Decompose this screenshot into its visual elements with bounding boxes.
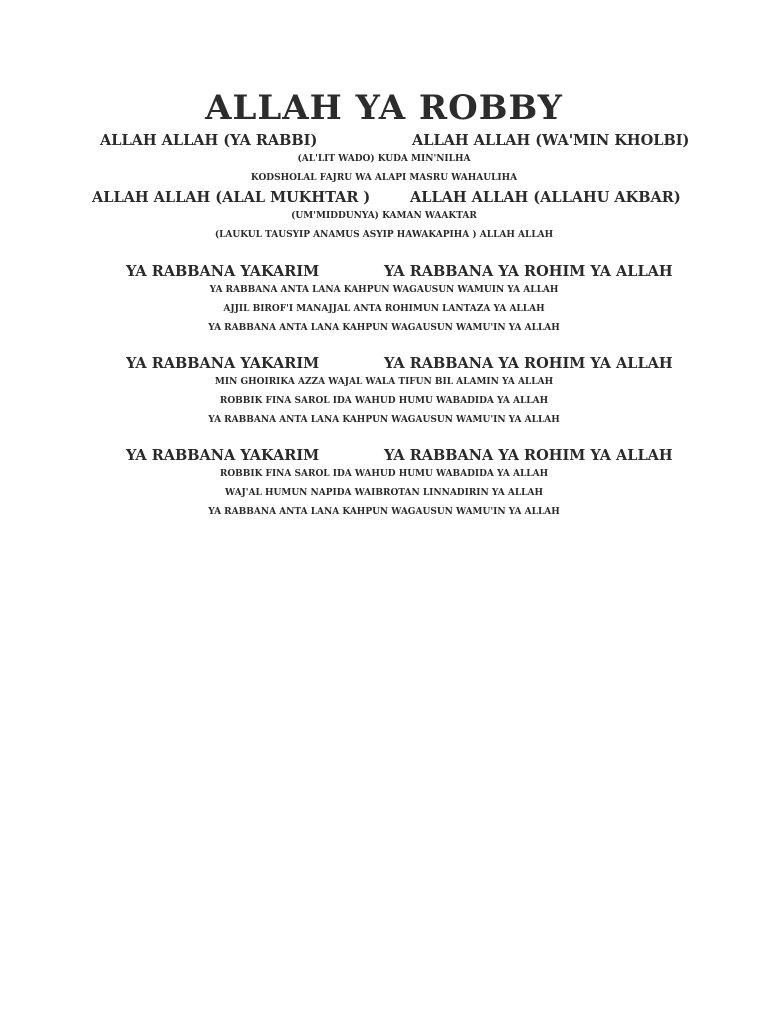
verse1-line-1: [0, 262, 768, 281]
verse1-line-3: AJJIL BIROF'I MANAJJAL ANTA ROHIMUN LANTAZA YA ALLAH: [223, 304, 545, 314]
verse2-line-4: YA RABBANA ANTA LANA KAHPUN WAGAUSUN WAMU'IN YA ALLAH: [208, 415, 560, 425]
intro-line-1-right: ALLAH ALLAH (WA'MIN KHOLBI): [412, 132, 690, 149]
intro-line-6: (LAUKUL TAUSYIP ANAMUS ASYIP HAWAKAPIHA ) ALLAH ALLAH: [214, 230, 554, 240]
intro-line-5: (UM'MIDDUNYA) KAMAN WAAKTAR: [291, 211, 477, 221]
verse3-line-4: YA RABBANA ANTA LANA KAHPUN WAGAUSUN WAMU'IN YA ALLAH: [208, 507, 560, 517]
verse2-line-1-right: YA RABBANA YA ROHIM YA ALLAH: [384, 355, 673, 372]
verse1-line-1-right: YA RABBANA YA ROHIM YA ALLAH: [384, 263, 673, 280]
page-title: ALLAH YA ROBBY: [205, 88, 563, 128]
verse2-line-1-left: YA RABBANA YAKARIM: [126, 355, 320, 372]
verse3-line-1-left: YA RABBANA YAKARIM: [126, 447, 320, 464]
intro-line-1-left: ALLAH ALLAH (YA RABBI): [100, 132, 318, 149]
verse3-line-1-right: YA RABBANA YA ROHIM YA ALLAH: [384, 447, 673, 464]
intro-line-3: KODSHOLAL FAJRU WA ALAPI MASRU WAHAULIHA: [250, 173, 518, 183]
intro-line-4-left: ALLAH ALLAH (ALAL MUKHTAR ): [92, 189, 371, 206]
verse3-line-2: ROBBIK FINA SAROL IDA WAHUD HUMU WABADIDA YA ALLAH: [219, 469, 549, 479]
intro-line-2: (AL'LIT WADO) KUDA MIN'NILHA: [297, 154, 471, 164]
verse2-line-1: [0, 354, 768, 373]
verse1-line-2: YA RABBANA ANTA LANA KAHPUN WAGAUSUN WAMUIN YA ALLAH: [209, 285, 559, 295]
intro-line-4: [0, 188, 768, 207]
verse1-line-1-left: YA RABBANA YAKARIM: [126, 263, 320, 280]
verse2-line-2: MIN GHOIRIKA AZZA WAJAL WALA TIFUN BIL ALAMIN YA ALLAH: [214, 377, 554, 387]
verse3-line-3: WAJ'AL HUMUN NAPIDA WAIBROTAN LINNADIRIN YA ALLAH: [225, 488, 543, 498]
verse1-line-4: YA RABBANA ANTA LANA KAHPUN WAGAUSUN WAMU'IN YA ALLAH: [208, 323, 560, 333]
verse3-line-1: [0, 446, 768, 465]
verse2-line-3: ROBBIK FINA SAROL IDA WAHUD HUMU WABADIDA YA ALLAH: [219, 396, 549, 406]
intro-line-4-right: ALLAH ALLAH (ALLAHU AKBAR): [410, 189, 681, 206]
intro-line-1: [0, 131, 768, 150]
